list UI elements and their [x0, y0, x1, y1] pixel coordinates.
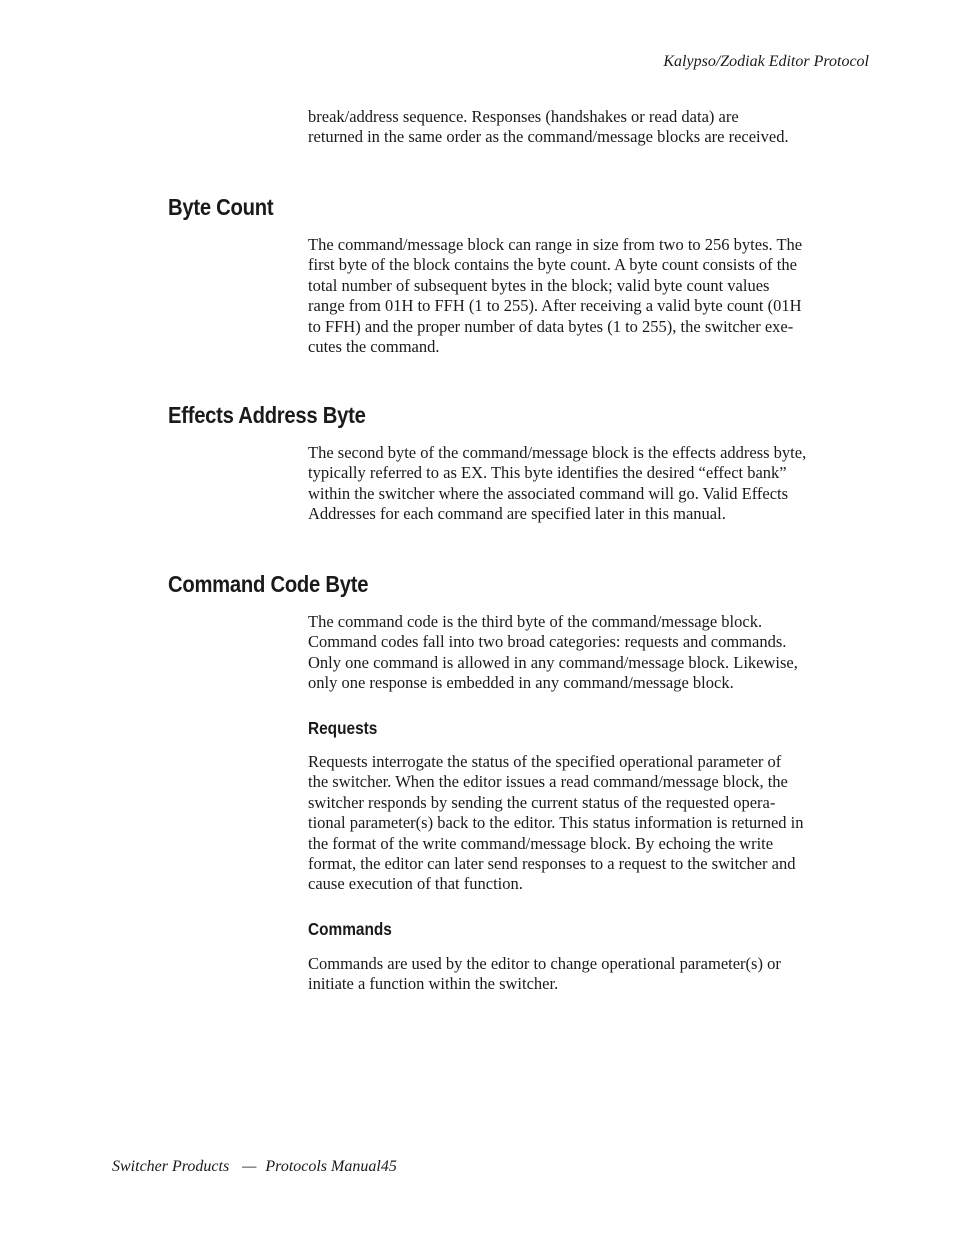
text-line: first byte of the block contains the byte count. A byte count consists of the: [308, 255, 797, 275]
text-line: Requests interrogate the status of the specified operational parameter of: [308, 752, 782, 771]
running-header: Kalypso/Zodiak Editor Protocol: [663, 53, 869, 70]
subheading-commands: Commands: [308, 919, 392, 939]
byte-count-paragraph: [308, 235, 868, 357]
heading-effects-address-byte: Effects Address Byte: [168, 402, 366, 428]
text-line: initiate a function within the switcher.: [308, 974, 559, 994]
intro-paragraph: [308, 107, 868, 148]
command-code-paragraph: [308, 612, 868, 694]
requests-paragraph: [308, 752, 868, 895]
text-line: Commands are used by the editor to change operational parameter(s) or: [308, 954, 781, 973]
footer-product: Switcher Products: [112, 1158, 230, 1175]
heading-byte-count: Byte Count: [168, 194, 274, 220]
footer-separator: —: [242, 1158, 257, 1175]
text-line: The command code is the third byte of the command/message block.: [308, 612, 763, 631]
text-line: cutes the command.: [308, 337, 440, 357]
text-line: The second byte of the command/message block is the effects address byte,: [308, 443, 807, 462]
text-line: tional parameter(s) back to the editor. This status information is returned in: [308, 813, 804, 833]
text-line: Addresses for each command are specified later in this manual.: [308, 504, 726, 524]
text-line: cause execution of that function.: [308, 874, 523, 894]
text-line: the switcher. When the editor issues a read command/message block, the: [308, 772, 788, 792]
subheading-requests: Requests: [308, 718, 378, 738]
text-line: within the switcher where the associated command will go. Valid Effects: [308, 483, 789, 503]
text-line: Only one command is allowed in any command/message block. Likewise,: [308, 652, 798, 672]
text-line: typically referred to as EX. This byte identifies the desired “effect bank”: [308, 463, 787, 483]
running-footer: [112, 1157, 397, 1177]
heading-command-code-byte: Command Code Byte: [168, 571, 369, 597]
text-line: format, the editor can later send responses to a request to the switcher and: [308, 854, 796, 874]
page-number: 45: [380, 1158, 397, 1175]
text-line: the format of the write command/message block. By echoing the write: [308, 833, 774, 853]
text-line: returned in the same order as the command/message blocks are received.: [308, 127, 789, 147]
commands-paragraph: [308, 954, 868, 995]
effects-address-paragraph: [308, 443, 868, 525]
text-line: The command/message block can range in size from two to 256 bytes. The: [308, 235, 803, 254]
text-line: to FFH) and the proper number of data bytes (1 to 255), the switcher exe-: [308, 316, 794, 336]
text-line: Command codes fall into two broad categories: requests and commands.: [308, 632, 787, 652]
text-line: range from 01H to FFH (1 to 255). After receiving a valid byte count (01H: [308, 296, 802, 316]
text-line: total number of subsequent bytes in the block; valid byte count values: [308, 275, 770, 295]
text-line: switcher responds by sending the current status of the requested opera-: [308, 792, 776, 812]
text-line: break/address sequence. Responses (handshakes or read data) are: [308, 107, 739, 126]
footer-manual: Protocols Manual: [265, 1158, 381, 1175]
text-line: only one response is embedded in any command/message block.: [308, 673, 734, 693]
